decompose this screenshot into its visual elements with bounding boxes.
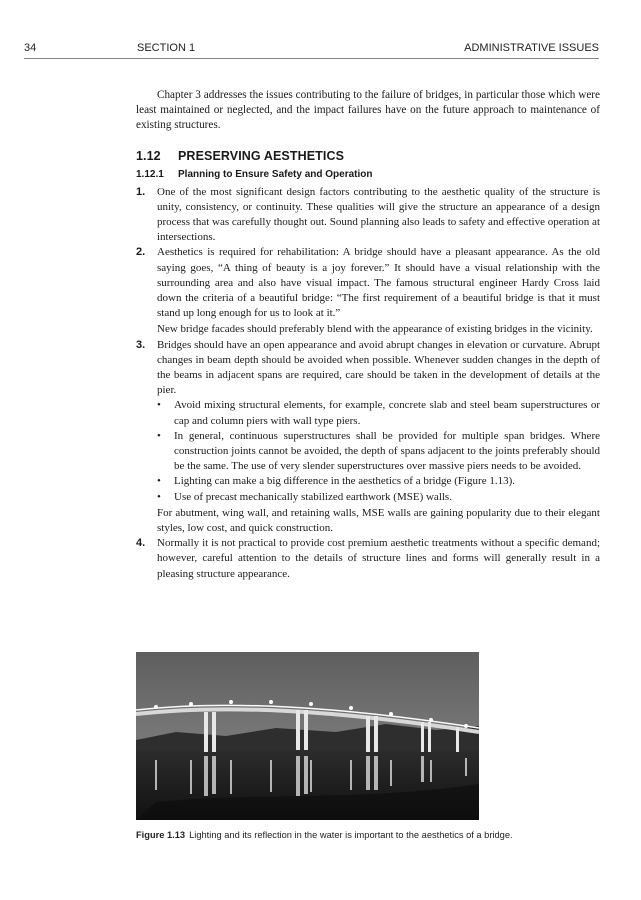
list-marker: 4. (136, 537, 146, 550)
bullet-icon: • (157, 490, 161, 503)
figure-label: Figure 1.13 (136, 830, 186, 840)
intro-paragraph: Chapter 3 addresses the issues contributing to the failure of bridges, in particular those which were least maintained or neglected, and the impact failures have on the future approach to maintenance of existing structures. (136, 89, 600, 132)
header-rule (24, 58, 599, 59)
subsection-heading (136, 168, 600, 182)
bullet-item (157, 398, 600, 428)
bullet-item (157, 429, 600, 475)
bullet-text: Lighting can make a big difference in the aesthetics of a bridge (Figure 1.13). (174, 475, 515, 488)
bridge-night-photo (136, 652, 479, 820)
bridge-illustration (136, 652, 479, 820)
figure-caption (136, 830, 600, 840)
section-title: PRESERVING AESTHETICS (178, 148, 345, 163)
bullet-item (157, 474, 600, 489)
list-item (136, 338, 600, 537)
bullet-text: Use of precast mechanically stabilized earthwork (MSE) walls. (174, 490, 452, 503)
list-item (136, 245, 600, 337)
running-header (24, 36, 599, 56)
bullet-icon: • (157, 429, 161, 442)
list-item-text: Bridges should have an open appearance and avoid abrupt changes in elevation or curvature. Abrupt changes in beam depth should be avoided when possible. Whenever sudden changes in the depth of the beams in adjacent spans are required, care should be taken in the development of details at the pier. (157, 338, 600, 397)
bullet-item (157, 490, 600, 505)
page-body (136, 88, 600, 582)
running-title: ADMINISTRATIVE ISSUES (464, 42, 599, 54)
section-heading (136, 148, 600, 164)
list-marker: 3. (136, 338, 146, 351)
bullet-icon: • (157, 475, 161, 488)
list-item-text: Normally it is not practical to provide cost premium aesthetic treatments without a specific demand; however, careful attention to the details of structure lines and forms will generally result in a pleasing structure appearance. (157, 537, 600, 580)
list-item-text: One of the most significant design factors contributing to the aesthetic quality of the structure is unity, consistency, or continuity. These qualities will give the structure an appearance of a design process that was carefully thought out. Sound planning also leads to safety and effective operation at intersections. (157, 185, 600, 244)
figure-caption-text: Lighting and its reflection in the water is important to the aesthetics of a bridge. (189, 830, 513, 840)
list-item-followup: For abutment, wing wall, and retaining walls, MSE walls are gaining popularity due to their elegant styles, low cost, and quick construction. (157, 506, 600, 535)
subsection-number: 1.12.1 (136, 168, 164, 180)
bullet-icon: • (157, 399, 161, 412)
list-item (136, 185, 600, 246)
section-number: 1.12 (136, 148, 161, 163)
page-number: 34 (24, 42, 37, 54)
list-item-followup: New bridge facades should preferably blend with the appearance of existing bridges in the vicinity. (157, 323, 593, 336)
bullet-text: Avoid mixing structural elements, for example, concrete slab and steel beam superstructures or cap and column piers with wall type piers. (174, 399, 600, 427)
list-item-text: Aesthetics is required for rehabilitation: A bridge should have a pleasant appearance. As the old saying goes, “A thing of beauty is a joy forever.” It should have a visual relationship with the surrounding area and also have visual impact. The famous structural engineer Hardy Cross laid down the criteria of a beautiful bridge: “The first requirement of a beautiful bridge is that it must stand up long enough for us to look at it.” (157, 246, 600, 320)
list-marker: 2. (136, 246, 146, 259)
section-label: SECTION 1 (137, 42, 196, 54)
list-item (136, 536, 600, 582)
bullet-text: In general, continuous superstructures shall be provided for multiple span bridges. Where construction joints cannot be avoided, the depth of spans adjacent to the joints preferably should be the same. The use of very slender superstructures over massive piers needs to be avoided. (174, 429, 600, 473)
list-marker: 1. (136, 185, 146, 198)
subsection-title: Planning to Ensure Safety and Operation (178, 168, 373, 180)
